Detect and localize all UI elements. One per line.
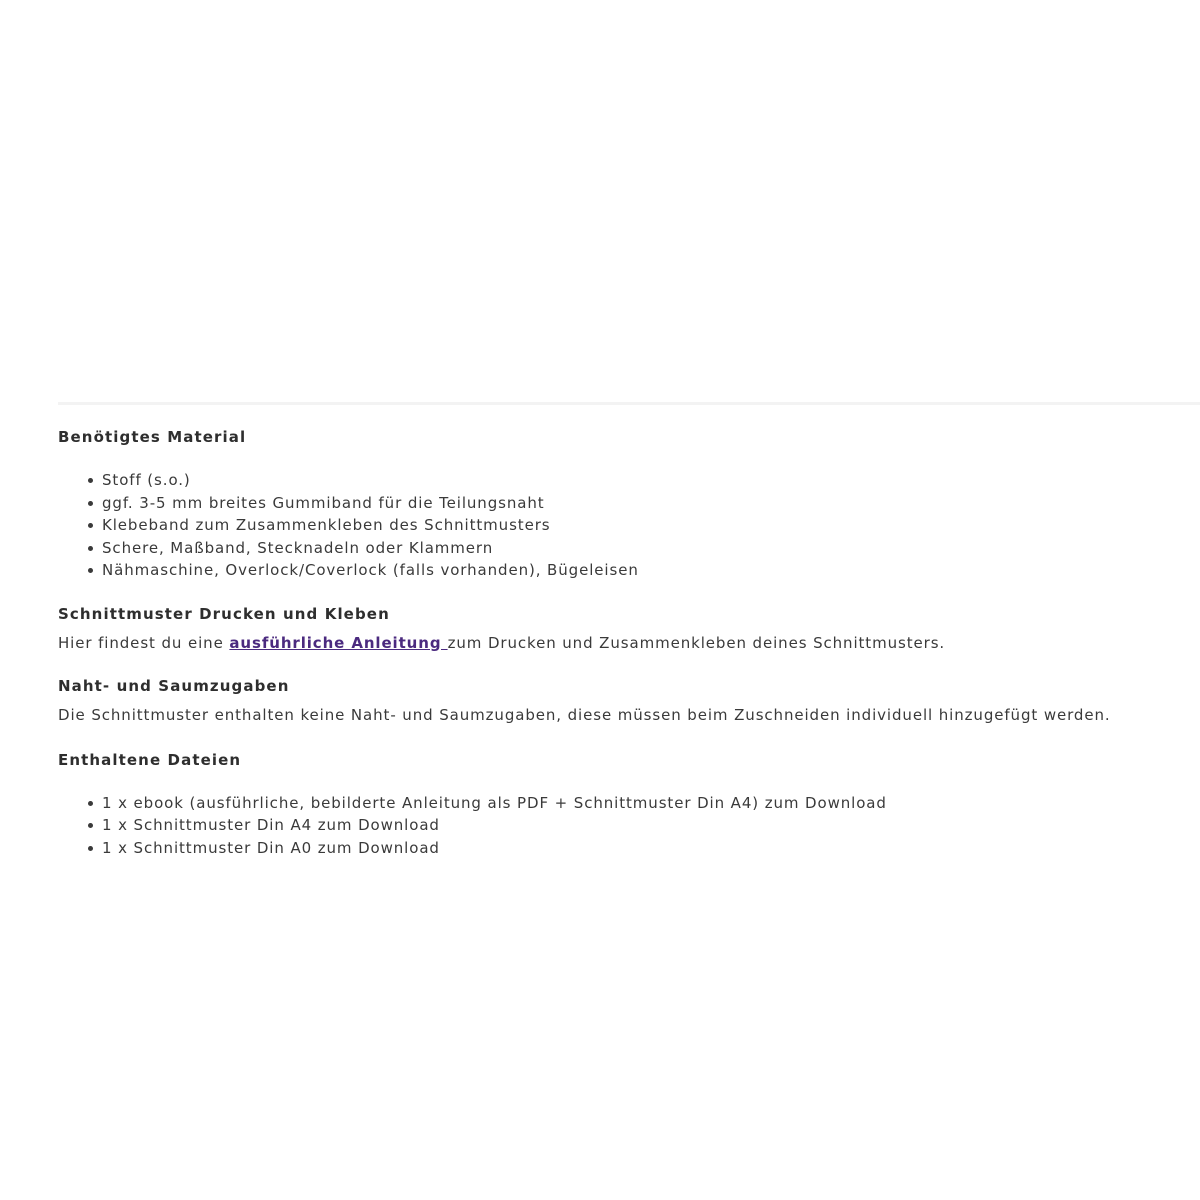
list-item: 1 x ebook (ausführliche, bebilderte Anleitung als PDF + Schnittmuster Din A4) zum Download (88, 792, 1198, 815)
list-item: Stoff (s.o.) (88, 469, 1198, 492)
material-list (58, 469, 1198, 582)
seam-paragraph: Die Schnittmuster enthalten keine Naht- und Saumzugaben, diese müssen beim Zuschneiden individuell hinzugefügt werden. (58, 706, 1111, 724)
list-item: 1 x Schnittmuster Din A0 zum Download (88, 837, 1198, 860)
files-list (58, 792, 1198, 860)
material-heading: Benötigtes Material (58, 428, 247, 446)
section-divider (58, 402, 1200, 405)
print-text-before: Hier findest du eine (58, 633, 230, 652)
seam-heading: Naht- und Saumzugaben (58, 677, 290, 695)
instructions-link[interactable]: ausführliche Anleitung (229, 633, 448, 652)
top-blank-area (0, 0, 1200, 402)
list-item: 1 x Schnittmuster Din A4 zum Download (88, 814, 1198, 837)
list-item: ggf. 3-5 mm breites Gummiband für die Teilungsnaht (88, 492, 1198, 515)
print-heading: Schnittmuster Drucken und Kleben (58, 604, 390, 623)
files-heading: Enthaltene Dateien (58, 750, 242, 769)
list-item: Klebeband zum Zusammenkleben des Schnittmusters (88, 514, 1198, 537)
list-item: Nähmaschine, Overlock/Coverlock (falls vorhanden), Bügeleisen (88, 559, 1198, 582)
print-text-after: zum Drucken und Zusammenkleben deines Schnittmusters. (447, 633, 946, 652)
list-item: Schere, Maßband, Stecknadeln oder Klammern (88, 537, 1198, 560)
print-paragraph (58, 632, 1198, 655)
product-description (58, 420, 1198, 859)
